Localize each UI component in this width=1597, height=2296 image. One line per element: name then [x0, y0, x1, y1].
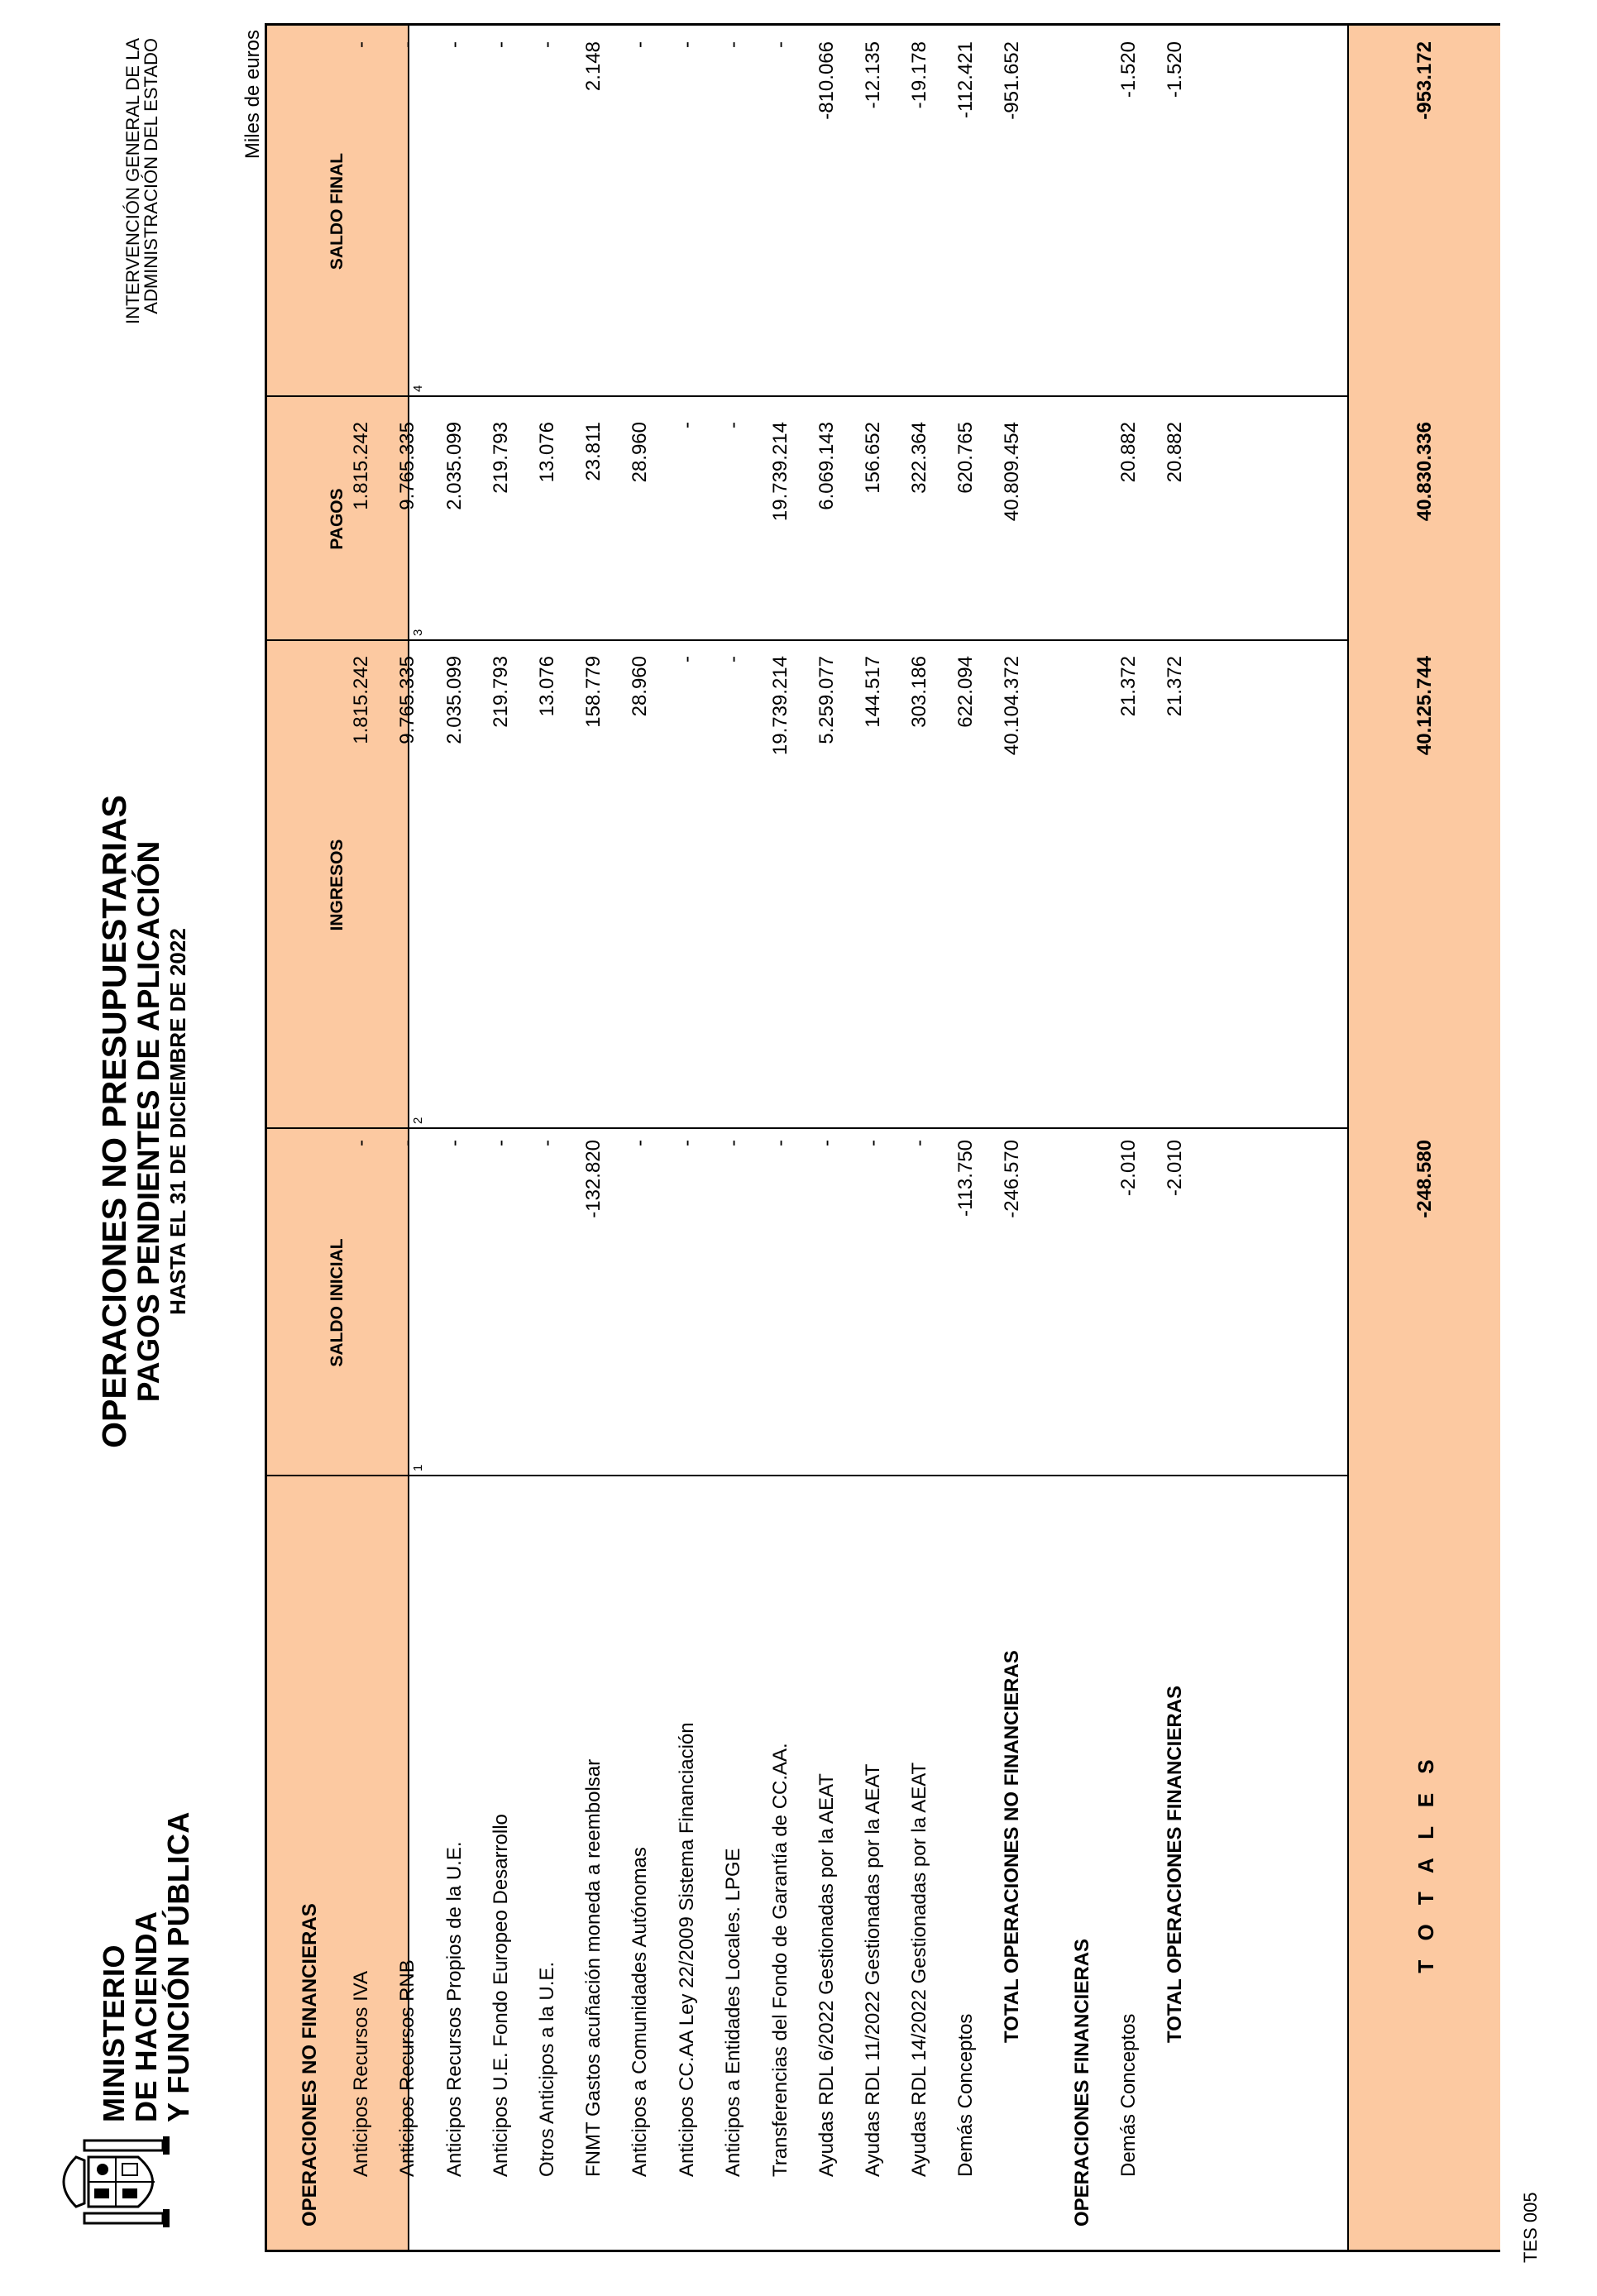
table-row — [342, 26, 381, 2250]
table-row — [388, 26, 428, 2250]
table-header — [267, 26, 408, 2250]
row-value: 156.652 — [862, 422, 884, 494]
table-row — [853, 26, 893, 2250]
row-value: - — [722, 422, 744, 428]
row-value: - — [769, 1140, 791, 1146]
row-value: 19.739.214 — [769, 422, 791, 522]
row-label: OPERACIONES FINANCIERAS — [1071, 1938, 1093, 2227]
row-value: 144.517 — [862, 656, 884, 728]
table-row — [435, 26, 475, 2250]
row-value: - — [490, 1140, 512, 1146]
row-value: - — [815, 1140, 838, 1146]
row-value: - — [722, 41, 744, 48]
table-row — [1109, 26, 1149, 2250]
totals-label: T O T A L E S — [1413, 1753, 1438, 1973]
row-value: - — [722, 1140, 744, 1146]
row-value: - — [443, 41, 466, 48]
row-value: - — [629, 1140, 651, 1146]
totals-pagos: 40.830.336 — [1413, 422, 1436, 522]
header-cell-pagos: PAGOS — [267, 397, 408, 641]
row-value: 19.739.214 — [769, 656, 791, 756]
column-number: 4 — [411, 385, 425, 392]
totals-saldo-inicial: -248.580 — [1413, 1140, 1436, 1218]
table-row — [761, 26, 801, 2250]
row-value: 2.035.099 — [443, 656, 466, 744]
row-label: Transferencias del Fondo de Garantía de CC.AA. — [769, 1743, 791, 2177]
row-label: TOTAL OPERACIONES FINANCIERAS — [1164, 1685, 1186, 2043]
coat-of-arms-icon — [51, 2132, 175, 2231]
row-value: -12.135 — [862, 41, 884, 109]
igae-line: INTERVENCIÓN GENERAL DE LA — [122, 38, 143, 324]
data-table — [265, 23, 1500, 2252]
row-value: 40.809.454 — [1001, 422, 1023, 522]
table-row — [1155, 26, 1195, 2250]
units-label: Miles de euros — [241, 30, 264, 160]
row-value: - — [350, 1140, 372, 1146]
header-cell-ingresos: INGRESOS — [267, 641, 408, 1129]
row-value: 28.960 — [629, 422, 651, 483]
report-period: HASTA EL 31 DE DICIEMBRE DE 2022 — [165, 928, 190, 1315]
row-value: 219.793 — [490, 422, 512, 494]
ministry-line: MINISTERIO — [97, 1944, 131, 2122]
row-value: -132.820 — [582, 1140, 605, 1218]
row-value: -810.066 — [815, 41, 838, 120]
row-value: 13.076 — [536, 656, 558, 717]
row-value: 303.186 — [908, 656, 930, 728]
row-value: - — [676, 1140, 698, 1146]
row-value: - — [629, 41, 651, 48]
row-value: -2.010 — [1164, 1140, 1186, 1197]
row-value: - — [490, 41, 512, 48]
row-value: - — [396, 41, 418, 48]
row-label: Anticipos a Entidades Locales. LPGE — [722, 1848, 744, 2177]
header-cell-saldo-final: SALDO FINAL — [267, 26, 408, 397]
column-number: 2 — [411, 1117, 425, 1124]
row-label: TOTAL OPERACIONES NO FINANCIERAS — [1001, 1650, 1023, 2043]
row-value: - — [536, 41, 558, 48]
row-value: 40.104.372 — [1001, 656, 1023, 756]
row-label: Anticipos Recursos IVA — [350, 1971, 372, 2177]
report-code: TES 005 — [1520, 2192, 1541, 2263]
row-label: Demás Conceptos — [954, 2013, 977, 2177]
report-titles — [96, 625, 190, 1618]
table-row — [528, 26, 567, 2250]
row-value: 20.882 — [1117, 422, 1140, 483]
table-row — [620, 26, 660, 2250]
row-label: FNMT Gastos acuñación moneda a reembolsar — [582, 1758, 605, 2177]
row-value: - — [536, 1140, 558, 1146]
row-value: - — [396, 1140, 418, 1146]
row-label: Anticipos Recursos RNB — [396, 1959, 418, 2177]
ministry-line: DE HACIENDA — [129, 1911, 163, 2122]
table-row — [900, 26, 940, 2250]
row-value: - — [350, 41, 372, 48]
row-label: Anticipos U.E. Fondo Europeo Desarrollo — [490, 1814, 512, 2177]
row-label: Ayudas RDL 14/2022 Gestionadas por la AEAT — [908, 1762, 930, 2177]
row-value: 2.148 — [582, 41, 605, 92]
row-value: -113.750 — [954, 1140, 977, 1217]
row-label: Ayudas RDL 11/2022 Gestionadas por la AEAT — [862, 1763, 884, 2177]
row-label: Anticipos a Comunidades Autónomas — [629, 1847, 651, 2177]
row-value: 620.765 — [954, 422, 977, 494]
report-title: OPERACIONES NO PRESUPUESTARIAS — [95, 795, 133, 1448]
row-label: Ayudas RDL 6/2022 Gestionadas por la AEAT — [815, 1773, 838, 2177]
column-number: 3 — [411, 629, 425, 636]
row-value: - — [443, 1140, 466, 1146]
row-value: 2.035.099 — [443, 422, 466, 510]
row-value: 6.069.143 — [815, 422, 838, 510]
row-value: 1.815.242 — [350, 422, 372, 510]
row-value: 28.960 — [629, 656, 651, 717]
igae-line: ADMINISTRACIÓN DEL ESTADO — [141, 38, 161, 314]
row-label: Otros Anticipos a la U.E. — [536, 1961, 558, 2177]
table-row — [714, 26, 753, 2250]
row-label: Anticipos Recursos Propios de la U.E. — [443, 1841, 466, 2177]
table-row — [946, 26, 986, 2250]
row-value: 21.372 — [1117, 656, 1140, 717]
row-value: - — [722, 656, 744, 662]
row-value: -1.520 — [1164, 41, 1186, 98]
totals-ingresos: 40.125.744 — [1413, 656, 1436, 756]
row-value: 219.793 — [490, 656, 512, 728]
row-label: Anticipos CC.AA Ley 22/2009 Sistema Financiación — [676, 1722, 698, 2177]
table-row — [481, 26, 521, 2250]
row-value: -1.520 — [1117, 41, 1140, 98]
table-row — [290, 26, 330, 2250]
ministry-line: Y FUNCIÓN PÚBLICA — [161, 1811, 195, 2122]
row-value: - — [676, 41, 698, 48]
igae-name — [124, 38, 160, 600]
row-value: 622.094 — [954, 656, 977, 728]
table-row — [1063, 26, 1102, 2250]
row-value: - — [862, 1140, 884, 1146]
table-row — [807, 26, 847, 2250]
header-cell-concept — [267, 1476, 408, 2250]
table-row — [992, 26, 1032, 2250]
report-subtitle: PAGOS PENDIENTES DE APLICACIÓN — [131, 840, 165, 1403]
row-value: -246.570 — [1001, 1140, 1023, 1218]
totals-saldo-final: -953.172 — [1413, 41, 1436, 120]
row-value: 9.765.335 — [396, 422, 418, 510]
row-value: -19.178 — [908, 41, 930, 109]
row-value: - — [908, 1140, 930, 1146]
row-value: -2.010 — [1117, 1140, 1140, 1197]
row-value: 13.076 — [536, 422, 558, 483]
column-number: 1 — [411, 1464, 425, 1471]
row-value: 23.811 — [582, 422, 605, 481]
row-value: 158.779 — [582, 656, 605, 728]
row-label: OPERACIONES NO FINANCIERAS — [299, 1903, 321, 2227]
row-value: 21.372 — [1164, 656, 1186, 717]
row-label: Demás Conceptos — [1117, 2013, 1140, 2177]
row-value: -112.421 — [954, 41, 977, 118]
row-value: 5.259.077 — [815, 656, 838, 744]
table-row — [667, 26, 707, 2250]
header-cell-saldo-inicial: SALDO INICIAL — [267, 1129, 408, 1476]
row-value: - — [676, 422, 698, 428]
row-value: - — [676, 656, 698, 662]
row-value: 322.364 — [908, 422, 930, 494]
row-value: 9.765.335 — [396, 656, 418, 744]
row-value: -951.652 — [1001, 41, 1023, 120]
row-value: - — [769, 41, 791, 48]
row-value: 1.815.242 — [350, 656, 372, 744]
totals-row — [1349, 26, 1500, 2250]
ministry-name — [98, 1811, 194, 2122]
table-row — [574, 26, 614, 2250]
row-value: 20.882 — [1164, 422, 1186, 483]
